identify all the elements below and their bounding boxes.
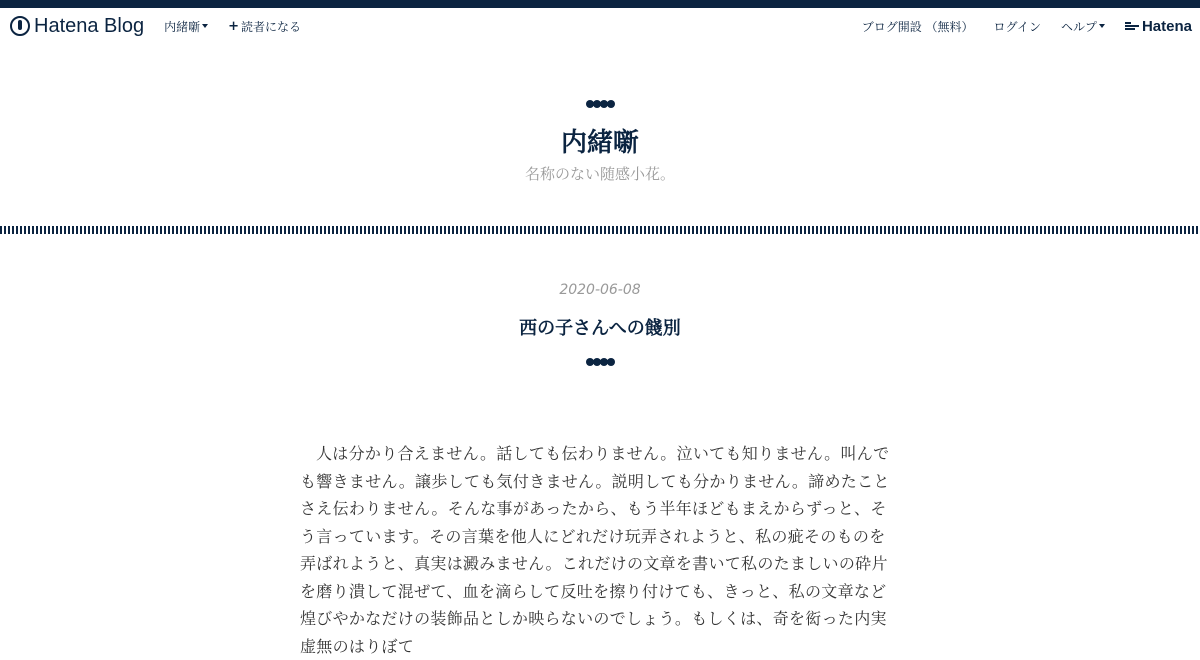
entry-title[interactable]: 西の子さんへの餞別 bbox=[519, 318, 681, 339]
blog-menu-dropdown[interactable] bbox=[164, 18, 208, 35]
help-dropdown[interactable] bbox=[1061, 18, 1105, 35]
blog-header bbox=[0, 100, 1200, 184]
subscribe-button[interactable] bbox=[228, 18, 301, 35]
hatena-brand-label: Hatena bbox=[1141, 17, 1192, 35]
entry-date[interactable]: 2020-06-08 bbox=[559, 282, 641, 298]
hatena-mark-icon bbox=[1125, 21, 1139, 31]
entry-body: 人は分かり合えません。話しても伝わりません。泣いても知りません。叫んでも響きません。譲歩しても気付きません。説明しても分かりません。諦めたことさえ伝わりません。そんな事があったから、もう半年ほどもまえからずっと、そう言っています。その言葉を他人にどれだけ玩弄されようと、私の疵そのものを弄ばれようと、真実は澱みません。これだけの文章を書いて私のたましいの砕片を磨り潰して混ぜて、血を滴らして反吐を擦り付けても、きっと、私の文章など煌びやかなだけの装飾品としか映らないのでしょう。もしくは、奇を衒った内実虚無のはりぼて bbox=[300, 444, 890, 656]
login-link[interactable]: ログイン bbox=[993, 19, 1041, 34]
blog-title[interactable]: 内緒噺 bbox=[560, 128, 639, 158]
help-label: ヘルプ bbox=[1060, 19, 1097, 34]
entry-dots-ornament bbox=[0, 358, 1200, 366]
top-accent-bar bbox=[0, 0, 1200, 8]
hatena-blog-logo-icon bbox=[10, 16, 30, 36]
header-dots-ornament bbox=[0, 100, 1200, 108]
caret-down-icon bbox=[202, 24, 208, 28]
open-blog-link[interactable]: ブログ開設 （無料） bbox=[861, 19, 974, 34]
global-header-right bbox=[862, 8, 1192, 44]
blog-description: 名称のない随感小花。 bbox=[524, 165, 675, 183]
blog-menu-label: 内緒噺 bbox=[164, 19, 201, 34]
striped-divider bbox=[0, 226, 1200, 234]
global-header bbox=[0, 8, 1200, 44]
hatena-brand-link[interactable] bbox=[1125, 18, 1192, 35]
caret-down-icon bbox=[1099, 24, 1105, 28]
logo-text: Hatena Blog bbox=[34, 14, 145, 37]
hatena-blog-logo[interactable] bbox=[10, 15, 144, 38]
entry-header bbox=[0, 282, 1200, 366]
global-header-left bbox=[0, 8, 301, 44]
plus-icon: + bbox=[228, 18, 239, 34]
subscribe-label: 読者になる bbox=[241, 19, 302, 34]
